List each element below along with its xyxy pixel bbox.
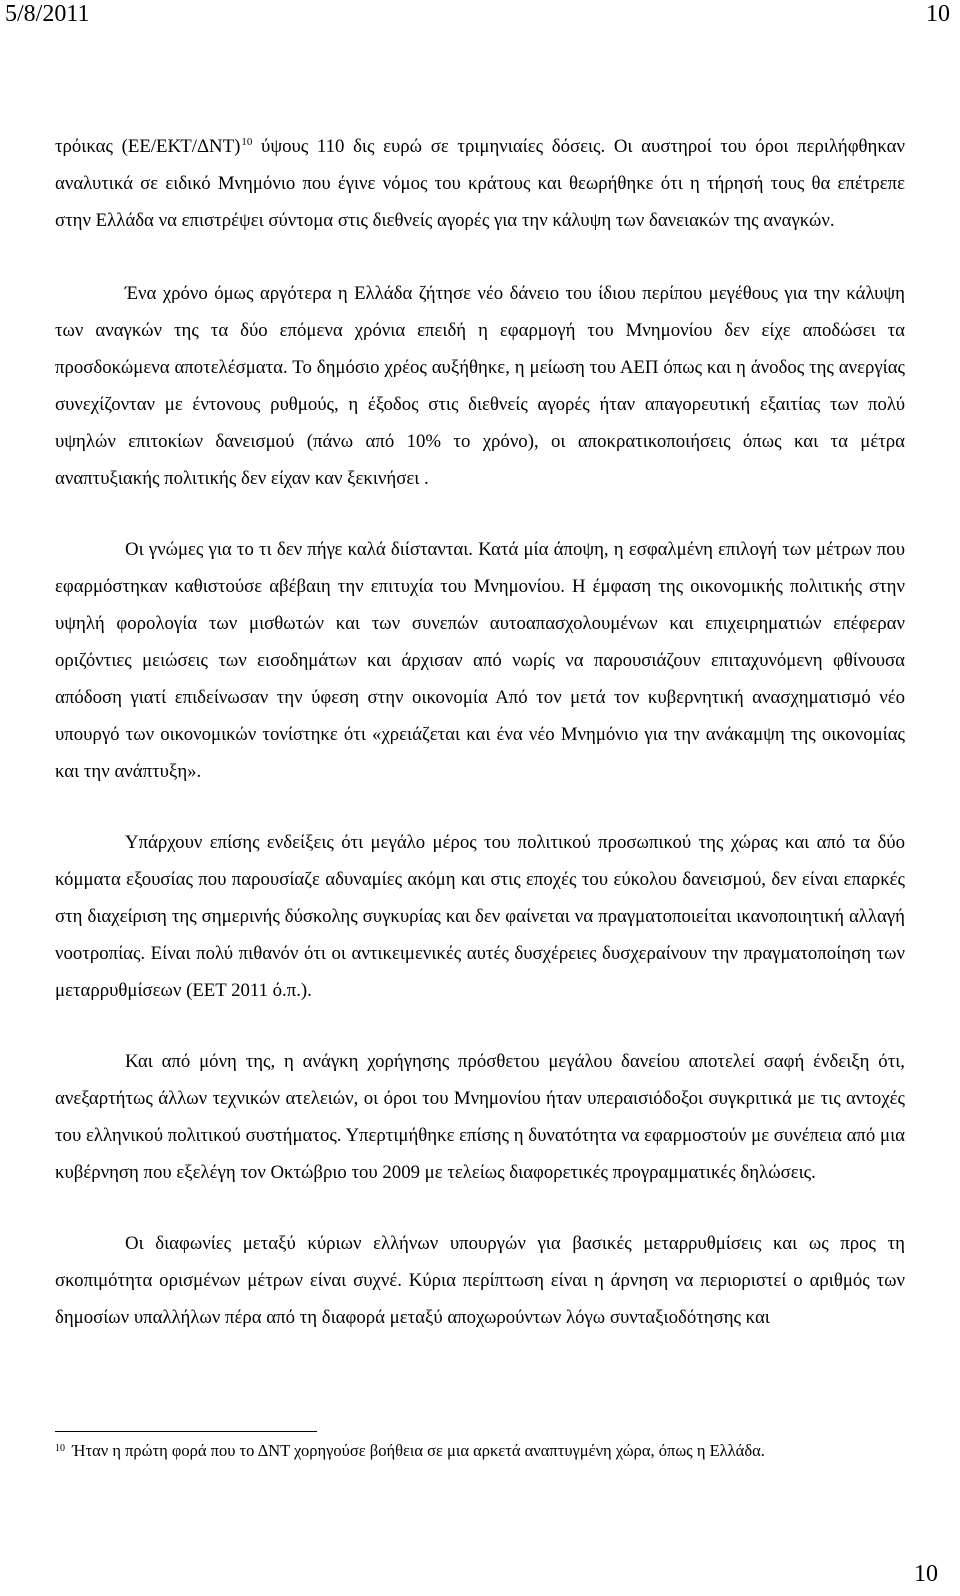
footnote-separator [55,1431,317,1432]
paragraph-3: Οι γνώμες για το τι δεν πήγε καλά διίστανται. Κατά μία άποψη, η εσφαλμένη επιλογή των μέτρων που εφαρμόστηκαν καθιστούσε αβέβαιη την επιτυχία του Μνημονίου. Η έμφαση της οικονομικής πολιτικής στην υψηλή φορολογία των μισθωτών και των συνεπών αυτοαπασχολουμένων και επιχειρηματιών επέφεραν οριζόντιες μειώσεις των εισοδημάτων και άρχισαν από νωρίς να παρουσιάζουν επιταχυνόμενη φθίνουσα απόδοση γιατί επιδείνωσαν την ύφεση στην οικονομία Από τον μετά τον κυβερνητική ανασχηματισμό νέο υπουργό των οικονομικών τονίστηκε ότι «χρειάζεται και ένα νέο Μνημόνιο για την ανάκαμψη της οικονομίας και την ανάπτυξη». [55,539,905,782]
paragraph-6: Οι διαφωνίες μεταξύ κύριων ελλήνων υπουργών για βασικές μεταρρυθμίσεις και ως προς τη σκοπιμότητα ορισμένων μέτρων είναι συχνέ. Κύρια περίπτωση είναι η άρνηση να περιοριστεί ο αριθμός των δημοσίων υπαλλήλων πέρα από τη διαφορά μεταξύ αποχωρούντων λόγω συνταξιοδότησης και [55,1233,905,1328]
paragraph-1-text-start: τρόικας (ΕΕ/ΕΚΤ/ΔΝΤ) [55,136,241,157]
paragraph-2: Ένα χρόνο όμως αργότερα η Ελλάδα ζήτησε νέο δάνειο του ίδιου περίπου μεγέθους για την κάλυψη των αναγκών της τα δύο επόμενα χρόνια επειδή η εφαρμογή του Μνημονίου δεν είχε αποδώσει τα προσδοκώμενα αποτελέσματα. Το δημόσιο χρέος αυξήθηκε, η μείωση του ΑΕΠ όπως και η άνοδος της ανεργίας συνεχίζονταν με έντονους ρυθμούς, η έξοδος στις διεθνείς αγορές ήταν απαγορευτική εξαιτίας των πολύ υψηλών επιτοκίων δανεισμού (πάνω από 10% το χρόνο), οι αποκρατικοποιήσεις όπως και τα μέτρα αναπτυξιακής πολιτικής δεν είχαν καν ξεκινήσει . [55,283,905,489]
header-date: 5/8/2011 [5,1,90,27]
footnote-mark: 10 [55,1443,65,1454]
document-body [55,128,905,1370]
paragraph-5: Και από μόνη της, η ανάγκη χορήγησης πρόσθετου μεγάλου δανείου αποτελεί σαφή ένδειξη ότι, ανεξαρτήτως άλλων τεχνικών ατελειών, οι όροι του Μνημονίου ήταν υπεραισιόδοξοι συγκριτικά με τις αντοχές του ελληνικού πολιτικού συστήματος. Υπερτιμήθηκε επίσης η δυνατότητα να εφαρμοστούν με συνέπεια από μια κυβέρνηση που εξελέγη τον Οκτώβριο του 2009 με τελείως διαφορετικές προγραμματικές δηλώσεις. [55,1051,905,1183]
footer-page-number: 10 [914,1561,938,1587]
footnote-reference-mark[interactable]: 10 [241,136,253,148]
paragraph-1 [55,128,905,239]
paragraph-1-text-rest: ύψους 110 δις ευρώ σε τριμηνιαίες δόσεις. Οι αυστηροί του όροι περιλήφθηκαν αναλυτικά σε ειδικό Μνημόνιο που έγινε νόμος του κράτους και θεωρήθηκε ότι η τήρησή τους θα επέτρεπε στην Ελλάδα να επιστρέψει σύντομα στις διεθνείς αγορές για την κάλυψη των δανειακών της αναγκών. [55,136,905,231]
footnote-text: Ήταν η πρώτη φορά που το ΔΝΤ χορηγούσε βοήθεια σε μια αρκετά αναπτυγμένη χώρα, όπως η Ελλάδα. [68,1441,765,1460]
footnote [55,1438,915,1464]
paragraph-4: Υπάρχουν επίσης ενδείξεις ότι μεγάλο μέρος του πολιτικού προσωπικού της χώρας και από τα δύο κόμματα εξουσίας που παρουσίαζε αδυναμίες ακόμη και στις εποχές του εύκολου δανεισμού, δεν είναι επαρκές στη διαχείριση της σημερινής δύσκολης συγκυρίας και δεν φαίνεται να πραγματοποιείται ικανοποιητική αλλαγή νοοτροπίας. Είναι πολύ πιθανόν ότι οι αντικειμενικές αυτές δυσχέρειες δυσχεραίνουν την πραγματοποίηση των μεταρρυθμίσεων (ΕΕΤ 2011 ό.π.). [55,832,905,1001]
header-page-number: 10 [926,1,950,27]
